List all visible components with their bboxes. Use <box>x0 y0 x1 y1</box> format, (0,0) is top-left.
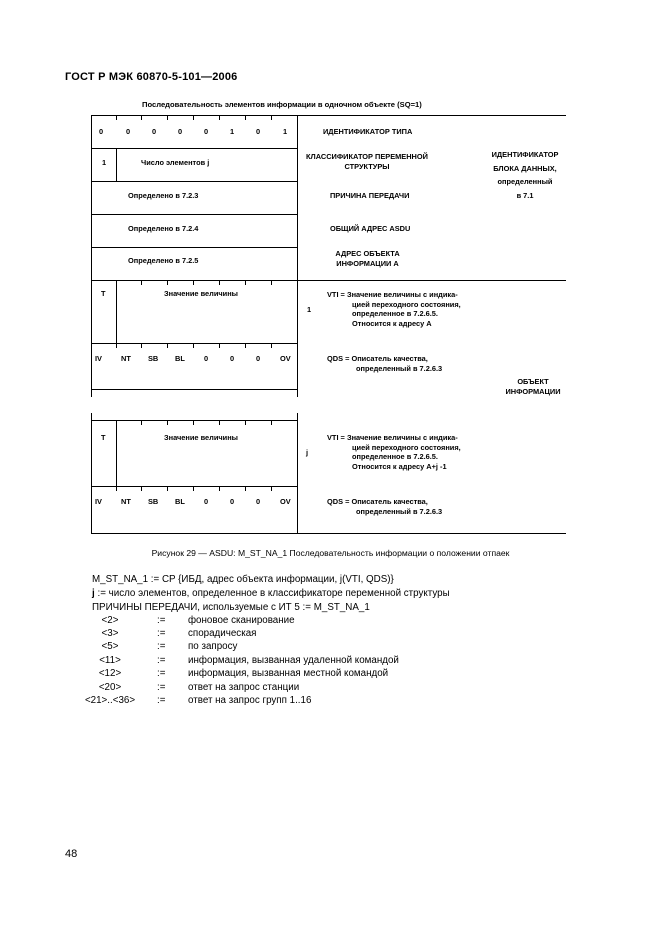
definition-line: j := число элементов, определенное в классификаторе переменной структуры <box>92 588 450 599</box>
type-id-label: ИДЕНТИФИКАТОР ТИПА <box>323 127 413 136</box>
cot-op: := <box>157 682 166 693</box>
vsq-label: КЛАССИФИКАТОР ПЕРЕМЕННОЙ СТРУКТУРЫ <box>306 152 428 171</box>
ioa-label: АДРЕС ОБЪЕКТА ИНФОРМАЦИИ А <box>335 249 400 268</box>
cot-code: <20> <box>98 682 122 693</box>
sq-bit: 1 <box>102 158 107 167</box>
frame-right <box>297 115 298 397</box>
definition-line: M_ST_NA_1 := CP {ИБД, адрес объекта информации, j(VTI, QDS)} <box>92 574 394 585</box>
cot-desc: ответ на запрос станции <box>188 682 300 693</box>
type-bit: 0 <box>204 127 209 136</box>
type-bit: 1 <box>230 127 235 136</box>
vti-transient-bit: T <box>101 433 106 442</box>
cot-op: := <box>157 655 166 666</box>
cot-code: <12> <box>98 668 122 679</box>
qds-bit: 0 <box>256 354 261 363</box>
element-marker: 1 <box>307 305 312 314</box>
qds-bit: 0 <box>230 497 235 506</box>
cell-divider <box>116 280 117 343</box>
diagram-title: Последовательность элементов информации в одночном объекте (SQ=1) <box>142 100 422 109</box>
row-divider <box>91 214 297 215</box>
row-divider <box>91 181 297 182</box>
cot-desc: фоновое сканирование <box>188 615 295 626</box>
qds-bit: BL <box>175 497 185 506</box>
cot-op: := <box>157 641 166 652</box>
cot-code: <11> <box>99 655 121 666</box>
cot-desc: спорадическая <box>188 628 257 639</box>
type-bit: 0 <box>152 127 157 136</box>
type-bit: 0 <box>126 127 131 136</box>
vti-transient-bit: T <box>101 289 106 298</box>
qds-bit: BL <box>175 354 185 363</box>
type-bit: 0 <box>256 127 261 136</box>
cot-desc: по запросу <box>188 641 238 652</box>
frame-right <box>297 413 298 533</box>
info-object-label: ОБЪЕКТ ИНФОРМАЦИИ <box>505 377 561 396</box>
qds-bit: IV <box>95 354 102 363</box>
asdu-address-text: Определено в 7.2.4 <box>128 224 199 233</box>
qds-description: QDS = Описатель качества, определенный в 7.2.6.3 <box>327 354 443 373</box>
qds-description: QDS = Описатель качества, определенный в 7.2.6.3 <box>327 497 443 516</box>
frame-left <box>91 413 92 533</box>
qds-bit: 0 <box>230 354 235 363</box>
vti-value-text: Значение величины <box>164 433 238 442</box>
qds-bit: NT <box>121 497 131 506</box>
cell-divider <box>116 148 117 181</box>
definition-line: ПРИЧИНЫ ПЕРЕДАЧИ, используемые с ИТ 5 := M_ST_NA_1 <box>92 602 370 613</box>
cot-op: := <box>157 668 166 679</box>
cell-divider <box>116 420 117 486</box>
ioa-text: Определено в 7.2.5 <box>128 256 199 265</box>
qds-bit: 0 <box>256 497 261 506</box>
qds-bit: 0 <box>204 497 209 506</box>
vti-description: VTI = Значение величины с индика- цией переходного состояния, определенное в 7.2.6.5. Относится к адресу А+j -1 <box>327 433 461 471</box>
row-divider <box>91 420 297 421</box>
type-bit: 1 <box>283 127 288 136</box>
qds-bit: SB <box>148 497 159 506</box>
row-divider <box>91 247 297 248</box>
cot-op: := <box>157 615 166 626</box>
figure-caption: Рисунок 29 — ASDU: M_ST_NA_1 Последовательность информации о положении отпаек <box>151 548 510 558</box>
document-header: ГОСТ Р МЭК 60870-5-101—2006 <box>65 71 238 83</box>
frame-left <box>91 115 92 397</box>
cot-code: <3> <box>101 628 119 639</box>
cot-code: <21>..<36> <box>84 695 136 706</box>
cot-op: := <box>157 695 166 706</box>
cot-label: ПРИЧИНА ПЕРЕДАЧИ <box>330 191 410 200</box>
info-object-divider <box>91 280 566 281</box>
qds-bit: OV <box>280 497 291 506</box>
page-number: 48 <box>65 848 78 860</box>
qds-bit: 0 <box>204 354 209 363</box>
qds-bit: SB <box>148 354 159 363</box>
cot-desc: информация, вызванная удаленной командой <box>188 655 399 666</box>
cot-text: Определено в 7.2.3 <box>128 191 199 200</box>
row-divider <box>91 486 297 487</box>
type-bit: 0 <box>99 127 104 136</box>
cot-op: := <box>157 628 166 639</box>
vti-value-text: Значение величины <box>164 289 238 298</box>
qds-bit: IV <box>95 497 102 506</box>
vti-description: VTI = Значение величины с индика- цией переходного состояния, определенное в 7.2.6.5. Относится к адресу А <box>327 290 461 328</box>
dui-label: ИДЕНТИФИКАТОР БЛОКА ДАННЫХ, определенный в 7.1 <box>491 150 559 200</box>
type-bit: 0 <box>178 127 183 136</box>
element-count-text: Число элементов j <box>141 158 210 167</box>
cot-code: <5> <box>101 641 119 652</box>
frame-line-bottom <box>91 533 566 534</box>
row-divider <box>91 389 297 390</box>
element-marker: j <box>306 448 309 457</box>
row-divider <box>91 148 297 149</box>
frame-line-top <box>91 115 566 116</box>
row-divider <box>91 343 297 344</box>
cot-code: <2> <box>101 615 119 626</box>
qds-bit: NT <box>121 354 131 363</box>
cot-desc: информация, вызванная местной командой <box>188 668 389 679</box>
cot-desc: ответ на запрос групп 1..16 <box>188 695 312 706</box>
asdu-address-label: ОБЩИЙ АДРЕС ASDU <box>330 224 411 233</box>
qds-bit: OV <box>280 354 291 363</box>
